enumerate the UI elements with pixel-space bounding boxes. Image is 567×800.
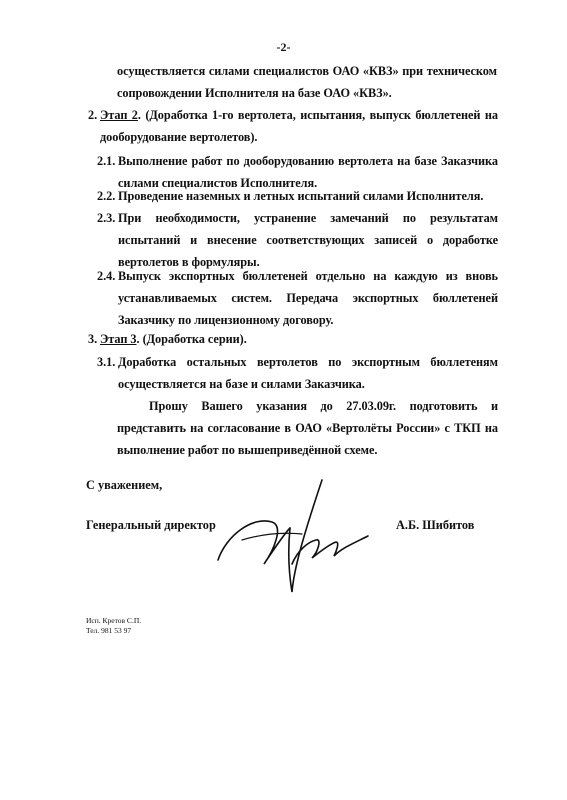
- stage-2-description: . (Доработка 1-го вертолета, испытания, выпуск бюллетеней на дооборудование вертолетов).: [100, 108, 499, 144]
- item-3-1-number: 3.1.: [97, 355, 116, 369]
- intro-line-2: сопровождении Исполнителя на базе ОАО «КВЗ».: [117, 86, 392, 100]
- item-2-4: [97, 265, 498, 331]
- item-3-1: [97, 351, 498, 395]
- stage-3-label: Этап 3: [100, 332, 137, 346]
- item-2-3: [97, 207, 498, 273]
- stage-3-description: . (Доработка серии).: [136, 332, 247, 346]
- item-2-4-number: 2.4.: [97, 269, 116, 283]
- stage-2-number: 2.: [88, 108, 98, 122]
- intro-line-1: осуществляется силами специалистов ОАО «КВЗ» при техническом: [117, 64, 497, 78]
- handwritten-signature-icon: [212, 468, 372, 598]
- item-2-1-text: Выполнение работ по дооборудованию вертолета на базе Заказчика силами специалистов Исполнителя.: [118, 154, 498, 190]
- item-2-1-number: 2.1.: [97, 154, 116, 168]
- item-2-2: [97, 185, 498, 207]
- item-2-3-text: При необходимости, устранение замечаний по результатам испытаний и внесение соответствующих записей о доработке вертолетов в формуляры.: [118, 211, 498, 269]
- item-2-3-number: 2.3.: [97, 211, 116, 225]
- executor-name: Исп. Кретов С.П.: [86, 616, 142, 625]
- item-2-2-number: 2.2.: [97, 189, 116, 203]
- stage-3-text: [100, 328, 498, 350]
- request-paragraph: Прошу Вашего указания до 27.03.09г. подготовить и представить на согласование в ОАО «Вертолёты России» с ТКП на выполнение работ по вышеприведённой схеме.: [117, 399, 498, 457]
- executor-phone: Тел. 981 53 97: [86, 626, 132, 635]
- page-number: -2-: [276, 40, 291, 54]
- stage-3-heading: [88, 328, 498, 350]
- intro-paragraph: [117, 60, 497, 104]
- stage-3-number: 3.: [88, 332, 98, 346]
- item-3-1-text: Доработка остальных вертолетов по экспортным бюллетеням осуществляется на базе и силами Заказчика.: [118, 355, 498, 391]
- stage-2-text: [100, 104, 498, 148]
- stage-2-label: Этап 2: [100, 108, 138, 122]
- item-2-4-text: Выпуск экспортных бюллетеней отдельно на каждую из вновь устанавливаемых систем. Передача экспортных бюллетеней Заказчику по лицензионному договору.: [118, 269, 498, 327]
- signer-position: Генеральный директор: [86, 518, 216, 532]
- item-2-2-text: Проведение наземных и летных испытаний силами Исполнителя.: [118, 189, 484, 203]
- stage-2-heading: [88, 104, 498, 148]
- signer-name: А.Б. Шибитов: [396, 518, 475, 532]
- regards-text: С уважением,: [86, 478, 163, 492]
